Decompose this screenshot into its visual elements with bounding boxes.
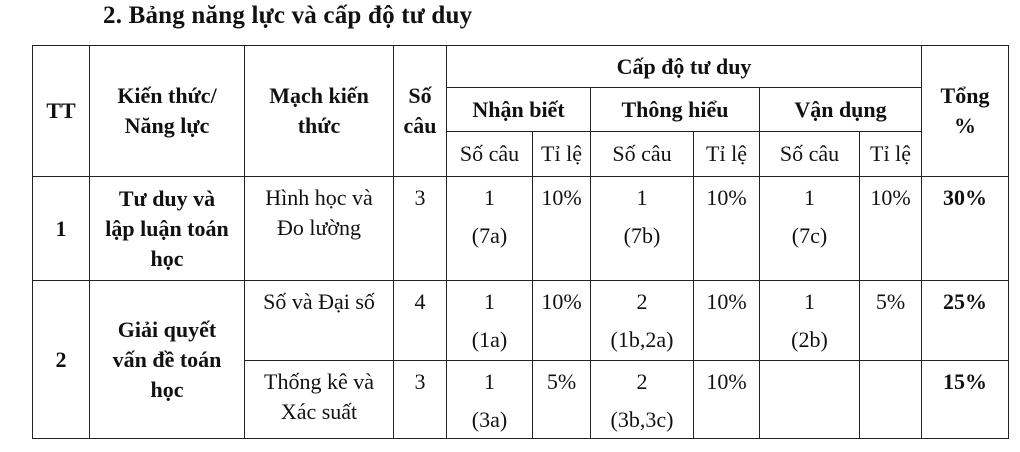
row-nb-tile: 10% [533,177,591,281]
row-vd-cau [760,361,860,439]
sub-th-ti-le: Tỉ lệ [694,132,760,177]
mach-line: Đo lường [276,215,362,240]
header-kien-thuc [90,46,245,177]
row-tt: 1 [33,177,90,281]
row-vd-cau [760,281,860,361]
row-kien-thuc [90,177,245,281]
th-count: 2 [636,289,648,314]
sub-th-so-cau: Số câu [591,132,694,177]
row-so-cau: 3 [394,177,447,281]
row-mach [245,177,394,281]
row-nb-cau [447,281,533,361]
th-ref: (1b,2a) [610,327,674,352]
section-heading: 2. Bảng năng lực và cấp độ tư duy [103,2,473,29]
header-tt: TT [33,46,90,177]
row-nb-cau [447,177,533,281]
row-vd-tile: 10% [860,177,922,281]
row-th-cau [591,177,694,281]
row-vd-tile [860,361,922,439]
header-mach-kien-thuc [245,46,394,177]
table-row [33,177,1009,281]
row-vd-cau [760,177,860,281]
vd-ref: (2b) [791,327,828,352]
nb-count: 1 [484,369,495,394]
header-mach-line-1: Mạch kiến [269,83,369,108]
nb-ref: (7a) [471,223,508,248]
row-th-tile: 10% [694,177,760,281]
row-kien-thuc [90,281,245,439]
header-nhan-biet: Nhận biết [447,88,591,132]
row-th-tile: 10% [694,281,760,361]
kien-thuc-line: lập luận toán [105,215,229,241]
th-ref: (7b) [623,223,661,248]
header-thong-hieu: Thông hiểu [591,88,760,132]
row-tong: 15% [922,361,1009,439]
th-count: 1 [636,185,648,210]
row-tong: 30% [922,177,1009,281]
row-tt: 2 [33,281,90,439]
header-so-cau [394,46,447,177]
sub-nb-ti-le: Tỉ lệ [533,132,591,177]
row-tong: 25% [922,281,1009,361]
mach-line: Thống kê và [264,369,374,394]
header-so-cau-line-1: Số [408,83,432,108]
header-tong-line-2: % [954,113,977,138]
kien-thuc-line: Tư duy và [118,185,216,211]
sub-vd-ti-le: Tỉ lệ [860,132,922,177]
th-ref: (3b,3c) [610,407,674,432]
th-count: 2 [636,369,648,394]
kien-thuc-line: vấn đề toán [112,346,222,372]
kien-thuc-line: Giải quyết [117,316,217,342]
competency-table [32,45,1009,439]
nb-ref: (3a) [471,407,508,432]
header-so-cau-line-2: câu [403,113,437,138]
row-nb-tile: 5% [533,361,591,439]
header-van-dung: Vận dụng [760,88,922,132]
vd-count: 1 [804,185,815,210]
row-th-cau [591,281,694,361]
table-row [33,281,1009,361]
row-th-tile: 10% [694,361,760,439]
header-mach-line-2: thức [297,113,341,138]
row-th-cau [591,361,694,439]
sub-nb-so-cau: Số câu [447,132,533,177]
header-kien-thuc-line-2: Năng lực [124,113,210,138]
header-tong [922,46,1009,177]
mach-line: Số và Đại số [263,289,375,314]
header-tong-line-1: Tổng [940,83,990,108]
row-nb-tile: 10% [533,281,591,361]
nb-count: 1 [484,185,495,210]
vd-count: 1 [804,289,815,314]
row-so-cau: 4 [394,281,447,361]
row-mach [245,281,394,361]
row-mach [245,361,394,439]
kien-thuc-line: học [150,376,184,402]
nb-ref: (1a) [471,327,508,352]
header-cap-do-tu-duy: Cấp độ tư duy [447,46,922,88]
sub-vd-so-cau: Số câu [760,132,860,177]
nb-count: 1 [484,289,495,314]
header-kien-thuc-line-1: Kiến thức/ [117,83,217,108]
row-vd-tile: 5% [860,281,922,361]
row-so-cau: 3 [394,361,447,439]
row-nb-cau [447,361,533,439]
kien-thuc-line: học [150,245,184,271]
header-row-1 [33,46,1009,88]
mach-line: Xác suất [280,399,358,424]
mach-line: Hình học và [265,185,373,210]
vd-ref: (7c) [791,223,828,248]
